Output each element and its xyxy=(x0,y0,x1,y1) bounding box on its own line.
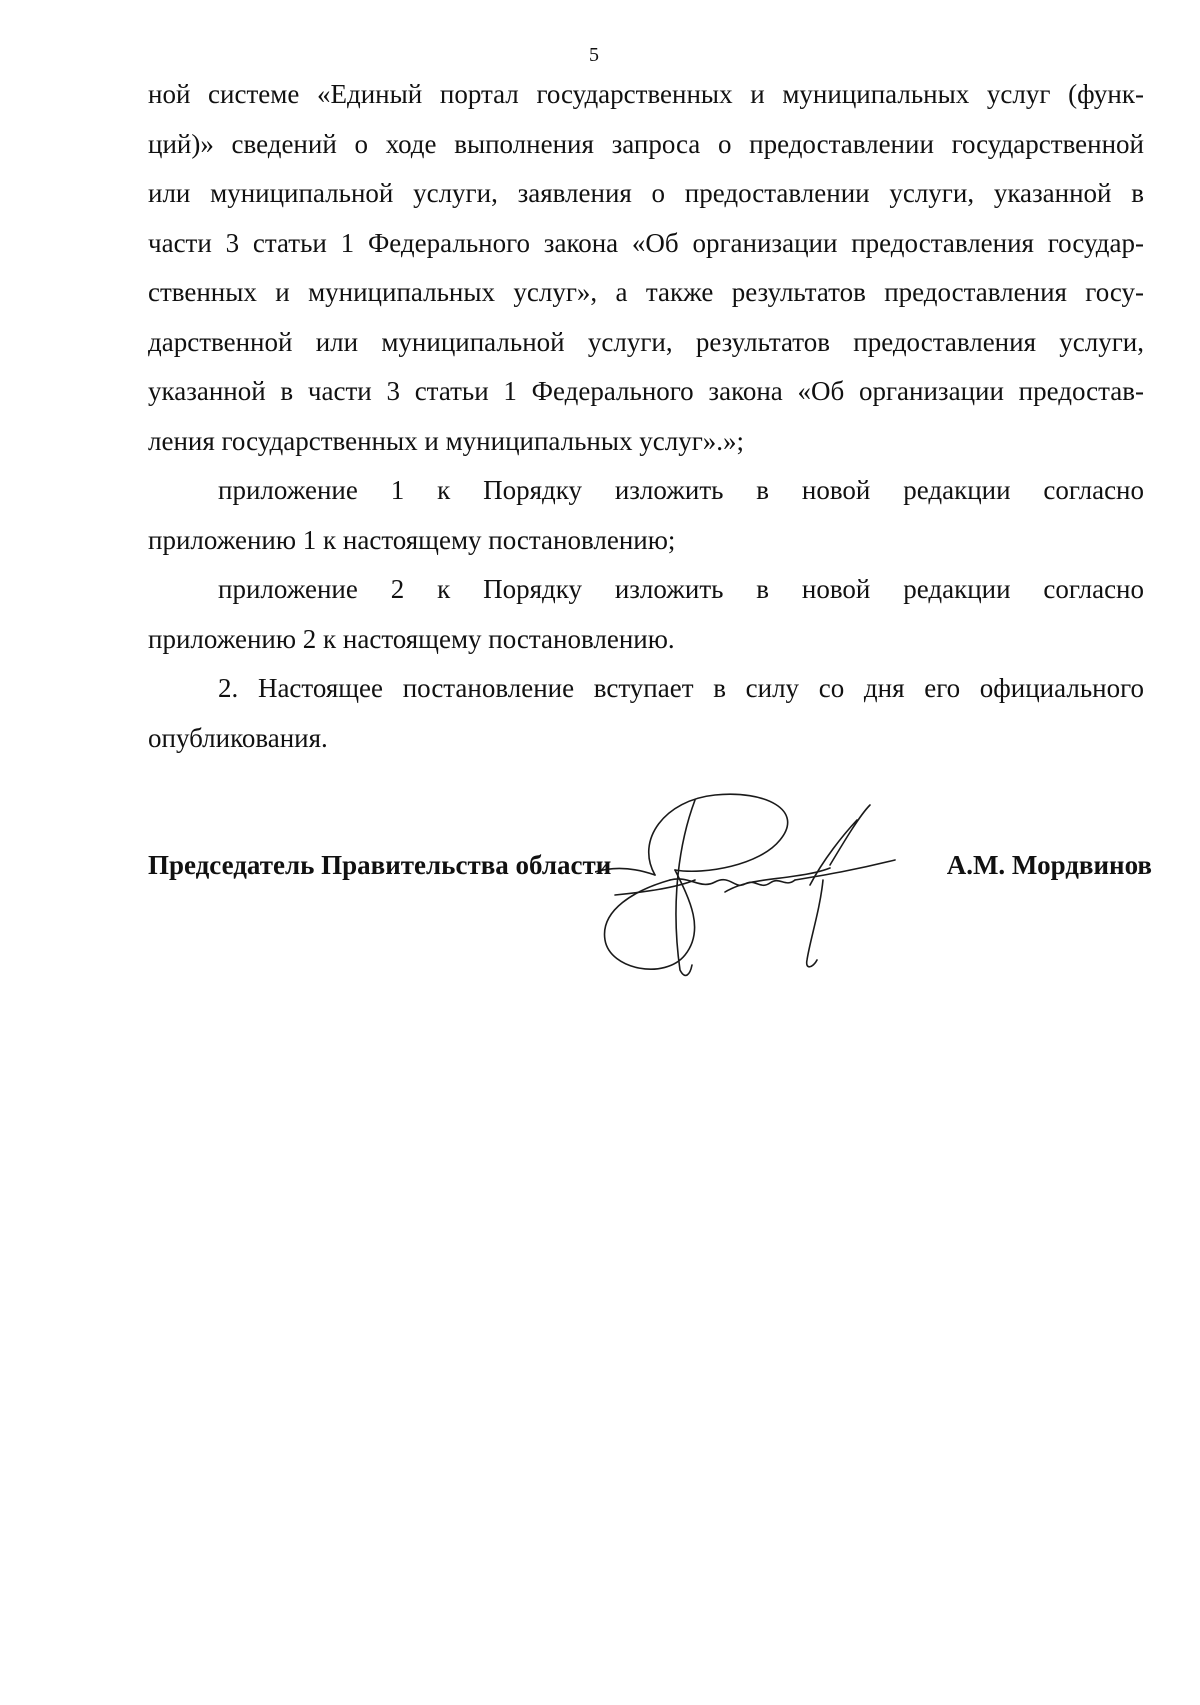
paragraph-1 xyxy=(148,70,1144,466)
text-line: ций)» сведений о ходе выполнения запроса о предоставлении государственной xyxy=(148,128,1144,159)
text-line: приложению 2 к настоящему постановлению. xyxy=(148,623,675,654)
signatory-name: А.М. Мордвинов xyxy=(946,850,1152,880)
text-line: приложение 2 к Порядку изложить в новой редакции согласно xyxy=(218,574,1144,604)
text-line: 2. Настоящее постановление вступает в силу со дня его официального xyxy=(218,673,1144,703)
text-line: ной системе «Единый портал государственных и муниципальных услуг (функ- xyxy=(148,79,1144,109)
signatory-title: Председатель Правительства области xyxy=(148,850,612,880)
text-line: ления государственных и муниципальных услуг».»; xyxy=(148,425,745,456)
text-line: дарственной или муниципальной услуги, результатов предоставления услуги, xyxy=(148,326,1144,357)
paragraph-2 xyxy=(148,466,1144,565)
text-line: части 3 статьи 1 Федерального закона «Об организации предоставления государ- xyxy=(148,227,1144,258)
text-line: опубликования. xyxy=(148,722,328,753)
paragraph-3 xyxy=(148,565,1144,664)
text-line: ственных и муниципальных услуг», а также результатов предоставления госу- xyxy=(148,277,1144,307)
text-line: указанной в части 3 статьи 1 Федерального закона «Об организации предостав- xyxy=(148,376,1144,406)
text-line: или муниципальной услуги, заявления о предоставлении услуги, указанной в xyxy=(148,178,1144,208)
document-body xyxy=(148,70,1144,763)
text-line: приложение 1 к Порядку изложить в новой редакции согласно xyxy=(218,475,1144,505)
text-line: приложению 1 к настоящему постановлению; xyxy=(148,524,676,555)
page-number: 5 xyxy=(589,44,599,66)
paragraph-4 xyxy=(148,664,1144,763)
handwritten-signature-icon xyxy=(595,780,955,990)
